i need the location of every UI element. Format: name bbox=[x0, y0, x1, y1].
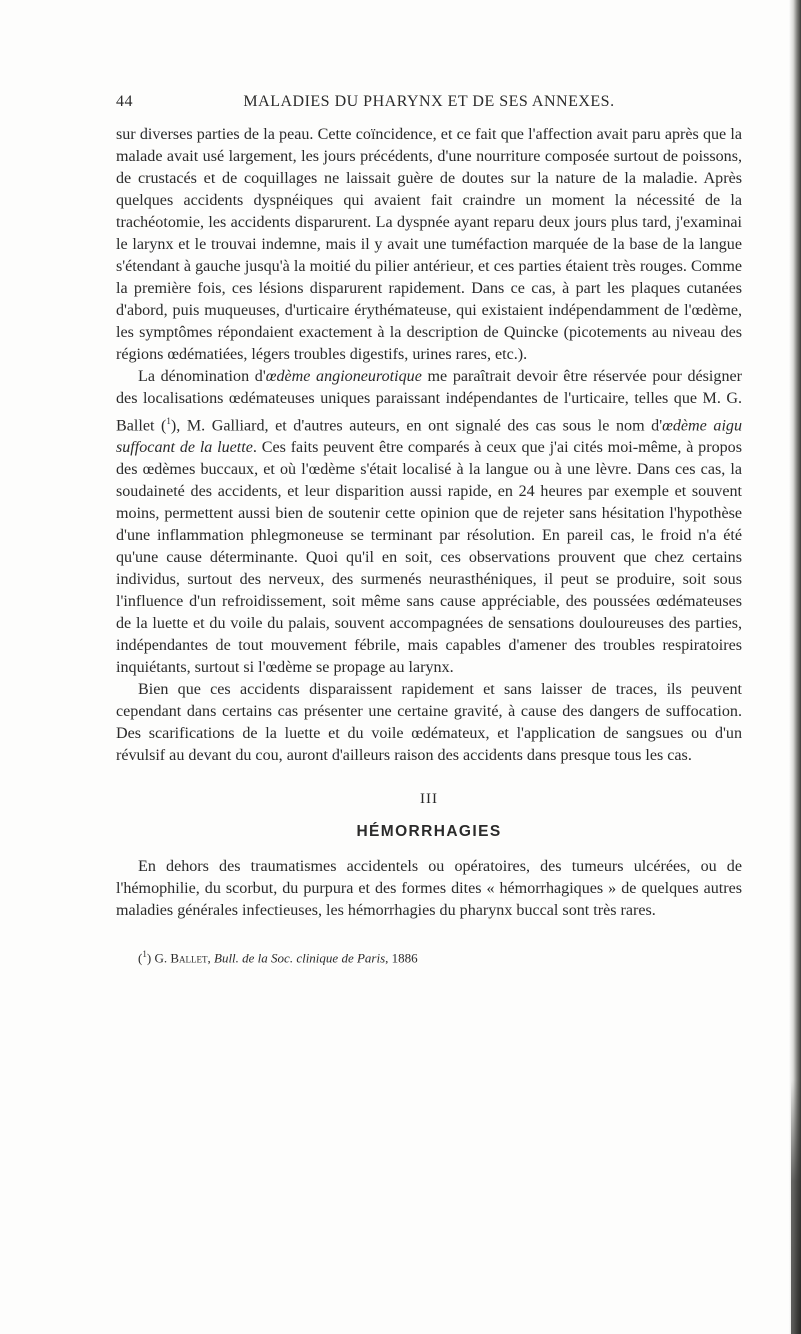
running-title: MALADIES DU PHARYNX ET DE SES ANNEXES. bbox=[243, 93, 615, 110]
footnote-separator: , bbox=[207, 950, 214, 966]
text-run: me paraîtrait devoir être réservée pour désigner des localisations œdémateuses uniques paraissant indépendantes de l'urticaire, telles que M. G. Ballet ( bbox=[116, 368, 742, 435]
section-text bbox=[116, 856, 742, 922]
footnote-reference: 1 bbox=[166, 416, 171, 426]
footnote: ($^1$) G. Ballet, Bull. de la Soc. clinique de Paris, 1886 bbox=[138, 949, 418, 966]
text-run: En dehors des traumatismes accidentels ou opératoires, des tumeurs ulcérées, ou de l'hémophilie, du scorbut, du purpura et des formes dites « hémorrhagiques » de quelques autres maladies générales infectieuses, les hémorrhagies du pharynx buccal sont très rares. bbox=[116, 858, 742, 919]
italic-term: œdème angioneurotique bbox=[265, 368, 422, 385]
text-run: Bien que ces accidents disparaissent rapidement et sans laisser de traces, ils peuvent cependant dans certains cas présenter une certaine gravité, à cause des dangers de suffocation. Des scarifications de la luette et du voile œdémateux, et l'application de sangsues ou d'un révulsif au devant du cou, auront d'ailleurs raison des accidents dans presque tous les cas. bbox=[116, 681, 742, 765]
page-number: 44 bbox=[116, 93, 133, 110]
footnote-marker: 1 bbox=[142, 949, 147, 959]
text-run: ), M. Galliard, et d'autres auteurs, en ont signalé des cas sous le nom d' bbox=[170, 417, 663, 435]
page-header bbox=[116, 93, 742, 115]
text-run: . Ces faits peuvent être comparés à ceux que j'ai cités moi-même, à propos des œdèmes buccaux, et où l'œdème s'était localisé à la langue ou à une lèvre. Dans ces cas, la soudaineté des accidents, et leur disparition aussi rapide, en 24 heures par exemple et souvent moins, permettent aussi bien de soutenir cette opinion que de rejeter sans hésitation l'hypothèse d'une inflammation phlegmoneuse se terminant par résolution. En pareil cas, le froid n'a été qu'une cause déterminante. Quoi qu'il en soit, ces observations prouvent que chez certains individus, surtout des nerveux, des surmenés neurasthéniques, il peut se produire, soit sous l'influence d'un refroidissement, soit même sans cause appréciable, des poussées œdémateuses de la luette et du voile du palais, souvent accompagnées de sensations douloureuses des parties, indépendantes de tout mouvement fébrile, mais capables d'amener des troubles respiratoires inquiétants, surtout si l'œdème se propage au larynx. bbox=[116, 439, 742, 677]
footnote-year: , 1886 bbox=[385, 950, 418, 966]
page-edge-shadow-lower bbox=[791, 1080, 801, 1334]
text-run: La dénomination d' bbox=[138, 368, 266, 385]
footnote-author: G. Ballet bbox=[154, 950, 208, 966]
main-text bbox=[116, 124, 742, 767]
footnote-source: Bull. de la Soc. clinique de Paris bbox=[214, 950, 386, 966]
paragraph bbox=[116, 124, 742, 366]
paragraph bbox=[116, 679, 742, 767]
section-title: HÉMORRHAGIES bbox=[356, 823, 502, 840]
paragraph bbox=[116, 366, 742, 679]
text-run: sur diverses parties de la peau. Cette coïncidence, et ce fait que l'affection avait paru après que la malade avait usé largement, les jours précédents, d'une nourriture composée surtout de poissons, de crustacés et de coquillages ne laissait guère de doutes sur la nature de la maladie. Après quelques accidents dyspnéiques qui avaient fait craindre un moment la nécessité de la trachéotomie, les accidents disparurent. La dyspnée ayant reparu deux jours plus tard, j'examinai le larynx et le trouvai indemne, mais il y avait une tuméfaction marquée de la base de la langue s'étendant à gauche jusqu'à la moitié du pilier antérieur, et ces parties étaient très rouges. Comme la première fois, ces lésions disparurent rapidement. Dans ce cas, à part les plaques cutanées d'abord, puis muqueuses, d'urticaire érythémateuse, qui existaient indépendamment de l'œdème, les symptômes répondaient exactement à la description de Quincke (picotements au niveau des régions œdématiées, légers troubles digestifs, urines rares, etc.). bbox=[116, 126, 742, 363]
paragraph bbox=[116, 856, 742, 922]
section-number: III bbox=[420, 791, 438, 807]
italic-term: œdème aigu suffocant de la luette bbox=[116, 417, 743, 457]
